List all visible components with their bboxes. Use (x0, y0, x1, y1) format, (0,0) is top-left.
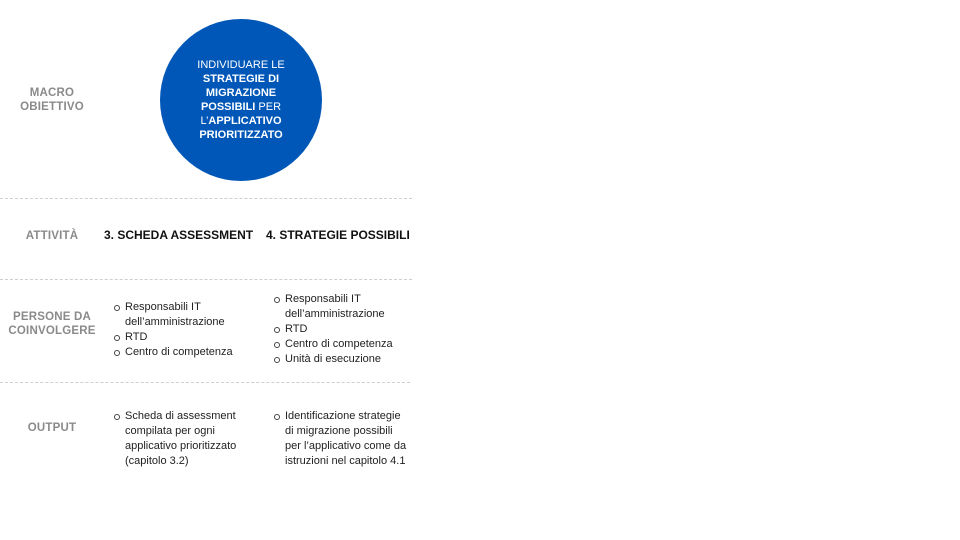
persone-list-col1 (114, 300, 249, 360)
macro-objective-circle (160, 19, 322, 181)
activity-scheda-assessment: 3. SCHEDA ASSESSMENT (104, 228, 254, 242)
divider-2 (0, 279, 412, 280)
list-item: Responsabili IT dell’amministrazione (114, 300, 249, 330)
list-item: Centro di competenza (274, 337, 409, 352)
macro-objective-text: INDIVIDUARE LE STRATEGIE DI MIGRAZIONE POSSIBILI PER L’APPLICATIVO PRIORITIZZATO (197, 59, 285, 141)
activity-strategie-possibili: 4. STRATEGIE POSSIBILI (266, 228, 410, 242)
output-list-col1 (114, 409, 244, 469)
list-item: Centro di competenza (114, 345, 249, 360)
persone-list-col2 (274, 292, 409, 367)
row-label-persone: PERSONE DA COINVOLGERE (8, 311, 96, 337)
list-item: Identificazione strategie di migrazione possibili per l’applicativo come da istruzioni nel capitolo 4.1 (274, 409, 410, 469)
list-item: RTD (114, 330, 249, 345)
row-label-attivita: ATTIVITÀ (25, 230, 79, 242)
list-item: Unità di esecuzione (274, 352, 409, 367)
list-item: Scheda di assessment compilata per ogni applicativo prioritizzato (capitolo 3.2) (114, 409, 244, 469)
output-list-col2 (274, 409, 410, 469)
divider-1 (0, 198, 412, 199)
list-item: Responsabili IT dell’amministrazione (274, 292, 409, 322)
divider-3 (0, 382, 410, 383)
row-label-output: OUTPUT (27, 422, 77, 434)
list-item: RTD (274, 322, 409, 337)
row-label-macro-obiettivo: MACRO OBIETTIVO (20, 87, 84, 113)
